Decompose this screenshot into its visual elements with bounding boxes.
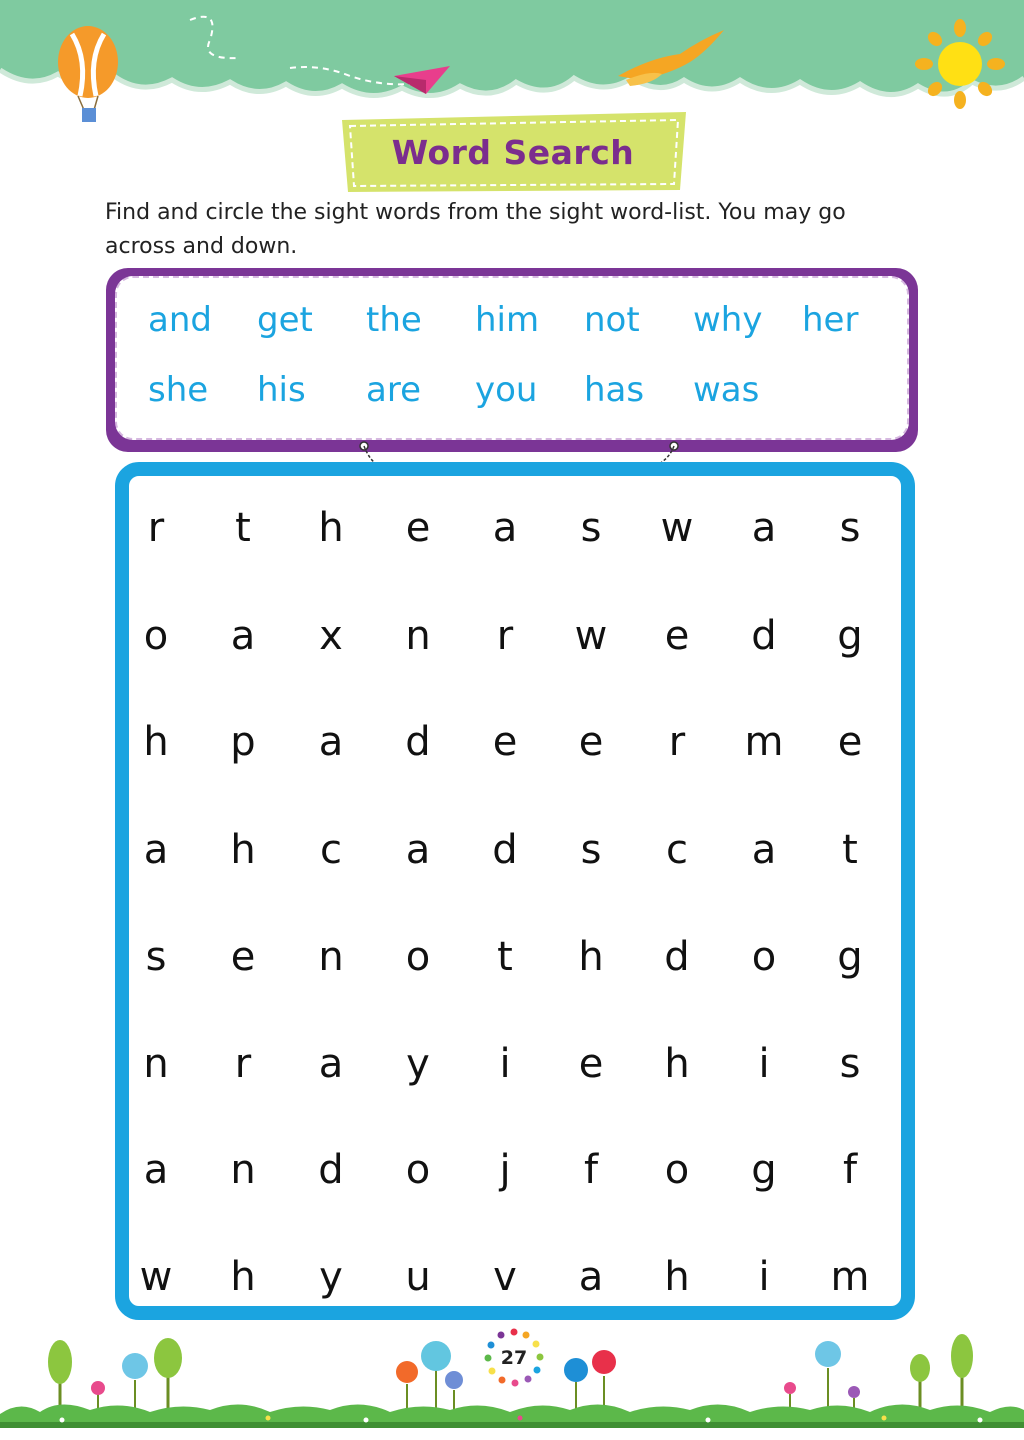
grid-letter[interactable]: m — [744, 719, 784, 765]
grid-letter[interactable]: r — [496, 613, 514, 659]
grid-letter[interactable]: o — [751, 934, 777, 980]
grid-letter[interactable]: a — [143, 1147, 169, 1193]
sight-word-and: and — [148, 300, 212, 340]
grid-letter[interactable]: d — [664, 934, 690, 980]
grid-letter[interactable]: y — [406, 1041, 430, 1087]
sight-word-get: get — [257, 300, 313, 340]
grid-letter[interactable]: u — [405, 1254, 431, 1300]
grid-letter[interactable]: r — [147, 505, 165, 551]
grid-letter[interactable]: w — [660, 505, 694, 551]
grid-letter[interactable]: x — [319, 613, 343, 659]
sight-word-his: his — [257, 370, 306, 410]
grid-letter[interactable]: i — [499, 1041, 511, 1087]
grid-letter[interactable]: s — [580, 827, 602, 873]
grid-letter[interactable]: a — [143, 827, 169, 873]
lollipop-flowers — [91, 1341, 860, 1414]
hot-air-balloon-icon — [58, 26, 118, 122]
grid-letter[interactable]: c — [320, 827, 342, 873]
grid-letter[interactable]: s — [580, 505, 602, 551]
sight-word-you: you — [475, 370, 538, 410]
grid-letter[interactable]: r — [234, 1041, 252, 1087]
sight-word-was: was — [693, 370, 760, 410]
grid-letter[interactable]: g — [837, 613, 863, 659]
grid-letter[interactable]: h — [318, 505, 344, 551]
grid-letter[interactable]: h — [664, 1041, 690, 1087]
sight-word-him: him — [475, 300, 540, 340]
grid-letter[interactable]: h — [143, 719, 169, 765]
grid-letter[interactable]: d — [751, 613, 777, 659]
grass — [0, 1404, 1024, 1428]
grid-letter[interactable]: n — [143, 1041, 169, 1087]
grid-letter[interactable]: e — [405, 505, 431, 551]
sight-word-her: her — [802, 300, 859, 340]
title-banner — [338, 112, 688, 192]
grid-letter[interactable]: a — [318, 1041, 344, 1087]
grid-letter[interactable]: h — [230, 1254, 256, 1300]
grid-letter[interactable]: e — [230, 934, 256, 980]
grid-letter[interactable]: e — [664, 613, 690, 659]
sight-word-why: why — [693, 300, 763, 340]
grid-letter[interactable]: i — [758, 1254, 770, 1300]
grid-letter[interactable]: a — [751, 505, 777, 551]
grid-letter[interactable]: s — [839, 505, 861, 551]
grid-letter[interactable]: s — [145, 934, 167, 980]
grid-letter[interactable]: c — [666, 827, 688, 873]
grid-letter[interactable]: g — [837, 934, 863, 980]
grid-letter[interactable]: a — [405, 827, 431, 873]
grid-letter[interactable]: t — [235, 505, 251, 551]
grid-letter[interactable]: o — [405, 934, 431, 980]
grid-letter[interactable]: e — [578, 719, 604, 765]
grid-letter[interactable]: h — [230, 827, 256, 873]
grid-letter[interactable]: y — [319, 1254, 343, 1300]
grid-letter[interactable]: a — [578, 1254, 604, 1300]
sight-word-has: has — [584, 370, 645, 410]
grid-letter[interactable]: t — [497, 934, 513, 980]
grid-letter[interactable]: s — [839, 1041, 861, 1087]
grid-letter[interactable]: w — [139, 1254, 173, 1300]
grid-letter[interactable]: o — [405, 1147, 431, 1193]
grid-letter[interactable]: g — [751, 1147, 777, 1193]
page-number: 27 — [500, 1347, 528, 1369]
grid-letter[interactable]: n — [318, 934, 344, 980]
sight-word-not: not — [584, 300, 640, 340]
grid-letter[interactable]: a — [492, 505, 518, 551]
grid-letter[interactable]: e — [837, 719, 863, 765]
instructions-text: Find and circle the sight words from the sight word-list. You may go across and down. — [105, 200, 846, 259]
grid-letter[interactable]: v — [493, 1254, 517, 1300]
grid-letter[interactable]: a — [751, 827, 777, 873]
grid-letter[interactable]: n — [230, 1147, 256, 1193]
sight-word-are: are — [366, 370, 421, 410]
grid-letter[interactable]: e — [492, 719, 518, 765]
grid-letter[interactable]: n — [405, 613, 431, 659]
grid-letter[interactable]: d — [492, 827, 518, 873]
grid-letter[interactable]: r — [668, 719, 686, 765]
grid-letter[interactable]: i — [758, 1041, 770, 1087]
sight-word-she: she — [148, 370, 209, 410]
grid-letter[interactable]: d — [405, 719, 431, 765]
grid-letter[interactable]: f — [842, 1147, 858, 1193]
grid-letter[interactable]: o — [664, 1147, 690, 1193]
grid-letter[interactable]: h — [664, 1254, 690, 1300]
grid-letter[interactable]: e — [578, 1041, 604, 1087]
grid-letter[interactable]: o — [143, 613, 169, 659]
grid-letter[interactable]: a — [230, 613, 256, 659]
grid-letter[interactable]: a — [318, 719, 344, 765]
grid-letter[interactable]: w — [574, 613, 608, 659]
grid-letter[interactable]: f — [583, 1147, 599, 1193]
header-decoration — [0, 0, 1024, 130]
sight-word-the: the — [366, 300, 422, 340]
page-title: Word Search — [391, 132, 635, 172]
grid-letter[interactable]: d — [318, 1147, 344, 1193]
grid-letter[interactable]: h — [578, 934, 604, 980]
word-list-box — [106, 268, 918, 452]
grid-letter[interactable]: t — [842, 827, 858, 873]
grid-letter[interactable]: j — [499, 1147, 511, 1193]
grid-letter[interactable]: m — [830, 1254, 870, 1300]
grid-letter[interactable]: p — [230, 719, 256, 765]
